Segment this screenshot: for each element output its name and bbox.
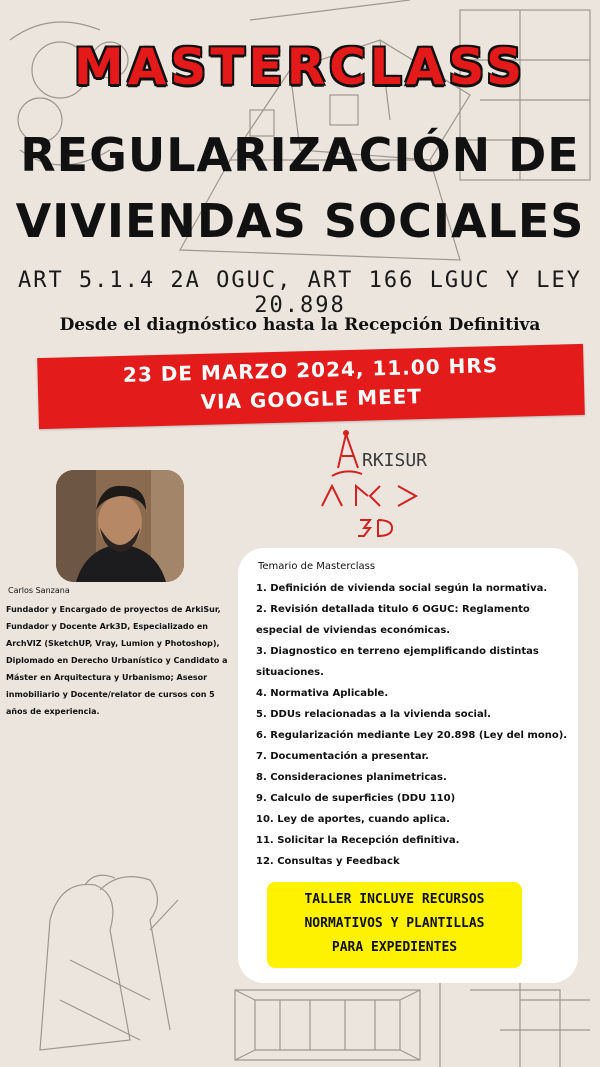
subtitle-line2: VIVIENDAS SOCIALES (15, 194, 585, 248)
legal-reference: ART 5.1.4 2A OGUC, ART 166 LGUC Y LEY 20.898 (17, 268, 583, 318)
subtitle-line1: REGULARIZACIÓN DE (20, 128, 580, 182)
speaker-photo (56, 470, 184, 582)
logo-a-glyph (338, 434, 358, 468)
list-item: 9. Calculo de superficies (DDU 110) (256, 793, 456, 804)
logo-brand-text: RKISUR (362, 450, 428, 471)
speaker-bio: Fundador y Encargado de proyectos de ArkiSur, Fundador y Docente Ark3D, Especializado en ArchVIZ (SketchUP, Vray, Lumion y Photoshop), Diplomado en Derecho Urbanístico y Candidato a Máster en Arquitectura y Urbanismo; Asesor inmobiliario y Docente/relator de cursos con 5 años de experiencia. (6, 605, 228, 716)
note-line3: PARA EXPEDIENTES (331, 940, 458, 955)
list-item: 11. Solicitar la Recepción definitiva. (256, 835, 460, 846)
list-item: 12. Consultas y Feedback (256, 856, 400, 867)
syllabus-title: Temario de Masterclass (258, 561, 376, 572)
event-platform: VIA GOOGLE MEET (200, 384, 423, 414)
list-item: 7. Documentación a presentar. (256, 751, 429, 762)
list-item: 3. Diagnostico en terreno ejemplificando distintas situaciones. (256, 646, 539, 678)
list-item: 10. Ley de aportes, cuando aplica. (256, 814, 450, 825)
note-line2: NORMATIVOS Y PLANTILLAS (304, 916, 485, 931)
event-date: 23 DE MARZO 2024, 11.00 HRS (122, 353, 499, 387)
masterclass-title: MASTERCLASS (73, 38, 527, 96)
list-item: 5. DDUs relacionadas a la vivienda social. (256, 709, 491, 720)
tagline: Desde el diagnóstico hasta la Recepción Definitiva (59, 315, 541, 335)
list-item: 8. Consideraciones planimetricas. (256, 772, 447, 783)
arkisur-logo (318, 428, 468, 558)
note-line1: TALLER INCLUYE RECURSOS (304, 892, 485, 907)
list-item: 4. Normativa Aplicable. (256, 688, 389, 699)
speaker-name: Carlos Sanzana (8, 586, 70, 595)
list-item: 2. Revisión detallada titulo 6 OGUC: Reglamento especial de viviendas económicas. (256, 604, 530, 636)
syllabus-list (256, 578, 576, 872)
date-banner (37, 344, 585, 429)
list-item: 6. Regularización mediante Ley 20.898 (Ley del mono). (256, 730, 568, 741)
list-item: 1. Definición de vivienda social según la normativa. (256, 583, 548, 594)
resources-note (267, 882, 522, 968)
